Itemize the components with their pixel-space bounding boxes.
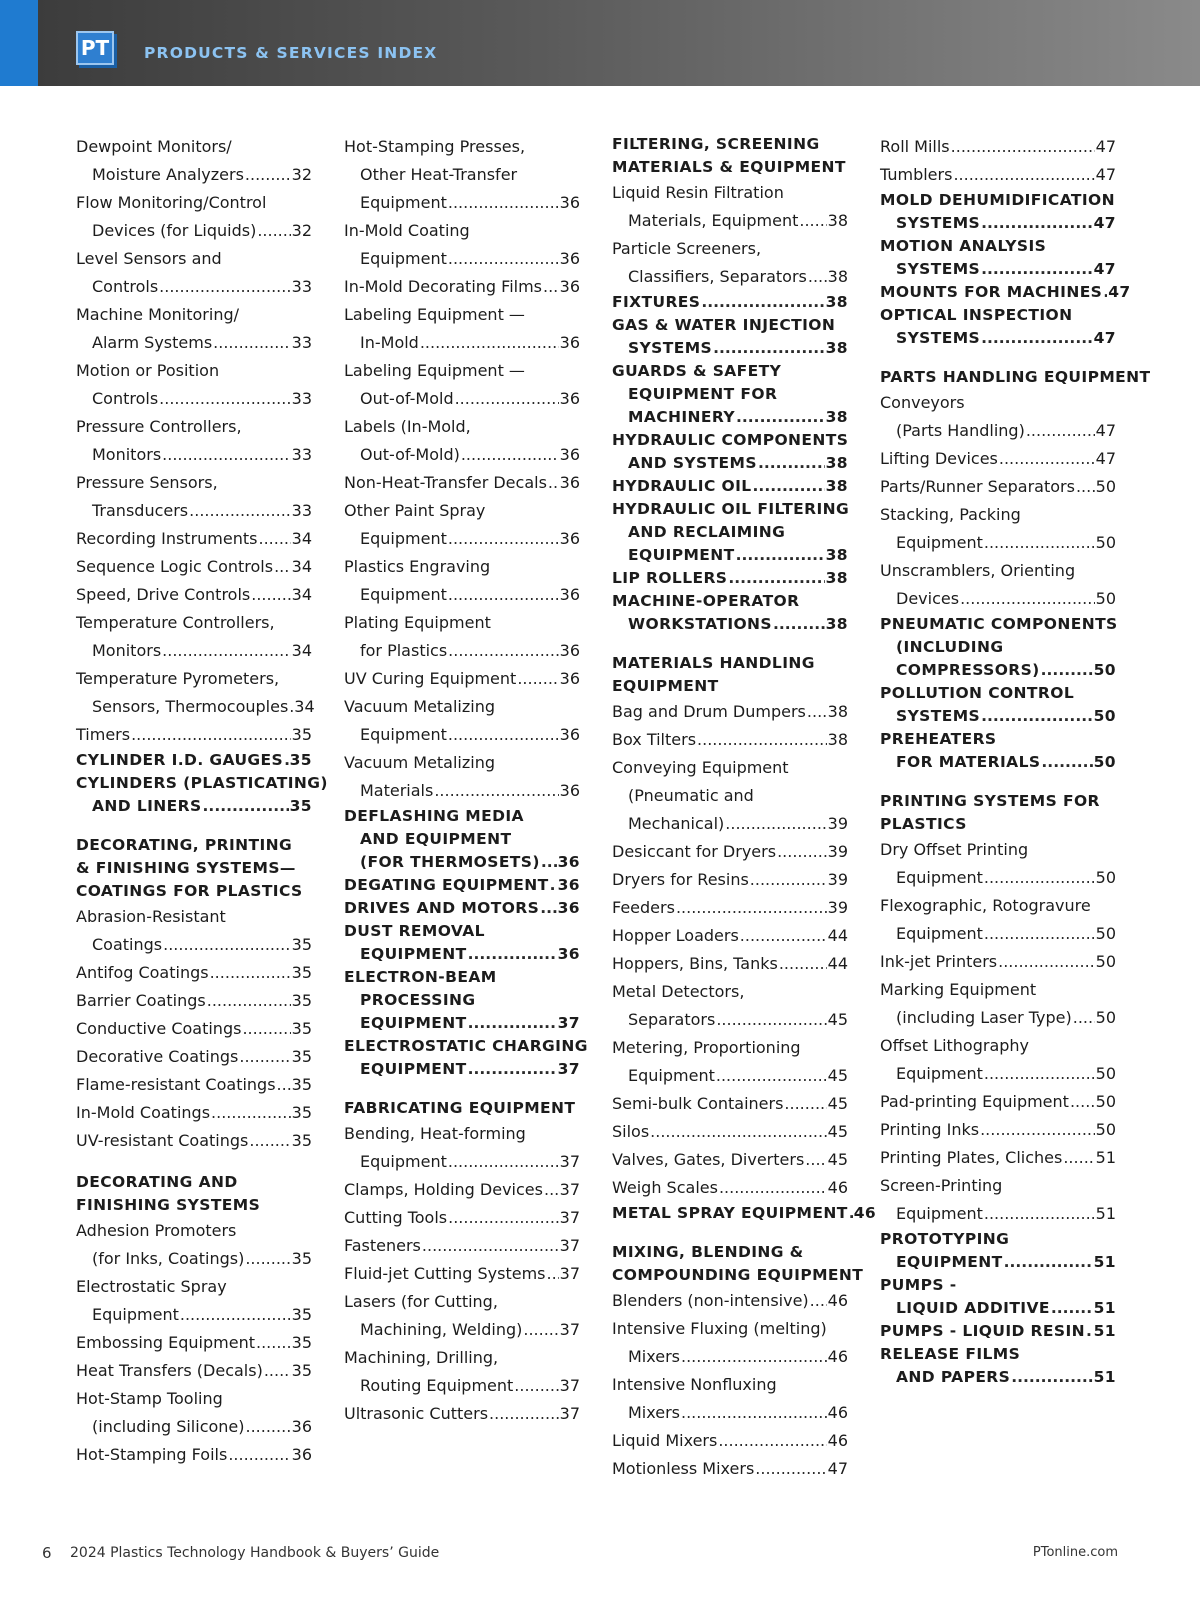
index-entry: Liquid Resin Filtration <box>612 183 784 202</box>
category-heading: DECORATING, PRINTING <box>76 836 293 854</box>
index-entry: Metering, Proportioning <box>612 1038 801 1057</box>
index-entry: Equipment ..... 36 <box>344 245 580 273</box>
index-entry: METAL SPRAY EQUIPMENT ..... 46 <box>612 1202 848 1225</box>
index-entry: SYSTEMS ..... 47 <box>880 258 1116 281</box>
index-entry: Plating Equipment <box>344 613 491 632</box>
index-entry: Monitors ..... 34 <box>76 637 312 665</box>
index-entry: AND RECLAIMING <box>628 523 786 541</box>
index-entry: Equipment ..... 50 <box>880 529 1116 557</box>
index-entry: AND EQUIPMENT <box>360 830 512 848</box>
index-entry: Embossing Equipment ..... 35 <box>76 1329 312 1357</box>
index-entry: Flame-resistant Coatings ..... 35 <box>76 1071 312 1099</box>
index-entry: Devices ..... 50 <box>880 585 1116 613</box>
index-entry: Tumblers ..... 47 <box>880 161 1116 189</box>
index-entry: HYDRAULIC COMPONENTS <box>612 431 849 449</box>
index-entry: Machine Monitoring/ <box>76 305 240 324</box>
index-entry: HYDRAULIC OIL FILTERING <box>612 500 850 518</box>
index-column-4 <box>880 133 1151 1389</box>
index-entry: Mixers ..... 46 <box>612 1399 848 1427</box>
category-heading: MATERIALS & EQUIPMENT <box>612 158 846 176</box>
index-entry: Timers ..... 35 <box>76 721 312 749</box>
index-entry: Hot-Stamping Presses, <box>344 137 526 156</box>
index-entry: ELECTRON-BEAM <box>344 968 497 986</box>
index-entry: UV Curing Equipment ..... 36 <box>344 665 580 693</box>
index-entry: Dryers for Resins ..... 39 <box>612 866 848 894</box>
index-entry: Equipment ..... 45 <box>612 1062 848 1090</box>
publication-title: 2024 Plastics Technology Handbook & Buyers’ Guide <box>70 1545 440 1561</box>
index-entry: MACHINE-OPERATOR <box>612 592 800 610</box>
index-entry: Weigh Scales ..... 46 <box>612 1174 848 1202</box>
category-heading: DECORATING AND <box>76 1173 238 1191</box>
accent-strip <box>0 0 38 86</box>
index-entry: Clamps, Holding Devices ..... 37 <box>344 1176 580 1204</box>
index-entry: Lifting Devices ..... 47 <box>880 445 1116 473</box>
index-entry: OPTICAL INSPECTION <box>880 306 1073 324</box>
index-entry: Printing Inks ..... 50 <box>880 1116 1116 1144</box>
index-entry: Printing Plates, Cliches ..... 51 <box>880 1144 1116 1172</box>
index-entry: Monitors ..... 33 <box>76 441 312 469</box>
index-entry: for Plastics ..... 36 <box>344 637 580 665</box>
index-entry: (INCLUDING <box>896 638 1004 656</box>
index-entry: Adhesion Promoters <box>76 1221 237 1240</box>
index-entry: MOLD DEHUMIDIFICATION <box>880 191 1115 209</box>
category-heading: EQUIPMENT <box>612 677 719 695</box>
index-entry: AND PAPERS ..... 51 <box>880 1366 1116 1389</box>
category-heading: PARTS HANDLING EQUIPMENT <box>880 368 1151 386</box>
index-entry: EQUIPMENT FOR <box>628 385 778 403</box>
index-entry: DEFLASHING MEDIA <box>344 807 524 825</box>
index-entry: SYSTEMS ..... 50 <box>880 705 1116 728</box>
index-entry: (FOR THERMOSETS) ..... 36 <box>344 851 580 874</box>
page-header <box>0 0 1200 86</box>
index-entry: Pressure Controllers, <box>76 417 242 436</box>
website-link[interactable]: PTonline.com <box>1032 1545 1118 1560</box>
index-entry: Liquid Mixers ..... 46 <box>612 1427 848 1455</box>
index-entry: GAS & WATER INJECTION <box>612 316 836 334</box>
index-entry: PREHEATERS <box>880 730 997 748</box>
index-entry: Equipment ..... 36 <box>344 581 580 609</box>
index-entry: Labels (In-Mold, <box>344 417 471 436</box>
category-heading: FINISHING SYSTEMS <box>76 1196 261 1214</box>
index-entry: (including Silicone) ..... 36 <box>76 1413 312 1441</box>
index-entry: SYSTEMS ..... 47 <box>880 327 1116 350</box>
index-entry: WORKSTATIONS ..... 38 <box>612 613 848 636</box>
index-column-1 <box>76 133 328 1469</box>
index-entry: Materials, Equipment ..... 38 <box>612 207 848 235</box>
index-entry: Valves, Gates, Diverters ..... 45 <box>612 1146 848 1174</box>
index-entry: Electrostatic Spray <box>76 1277 227 1296</box>
pt-logo: PT <box>76 31 114 65</box>
index-entry: Conveying Equipment <box>612 758 789 777</box>
index-entry: Speed, Drive Controls ..... 34 <box>76 581 312 609</box>
category-heading: & FINISHING SYSTEMS— <box>76 859 296 877</box>
index-entry: Decorative Coatings ..... 35 <box>76 1043 312 1071</box>
index-entry: Materials ..... 36 <box>344 777 580 805</box>
index-entry: Fasteners ..... 37 <box>344 1232 580 1260</box>
index-entry: Dewpoint Monitors/ <box>76 137 232 156</box>
index-entry: Level Sensors and <box>76 249 222 268</box>
index-entry: Devices (for Liquids) ..... 32 <box>76 217 312 245</box>
index-entry: Semi-bulk Containers ..... 45 <box>612 1090 848 1118</box>
index-entry: (for Inks, Coatings) ..... 35 <box>76 1245 312 1273</box>
index-entry: Vacuum Metalizing <box>344 697 496 716</box>
index-entry: Equipment ..... 36 <box>344 189 580 217</box>
index-entry: EQUIPMENT ..... 36 <box>344 943 580 966</box>
index-entry: RELEASE FILMS <box>880 1345 1021 1363</box>
index-entry: AND LINERS ..... 35 <box>76 795 312 818</box>
index-entry: Bending, Heat-forming <box>344 1124 526 1143</box>
index-entry: COMPRESSORS) ..... 50 <box>880 659 1116 682</box>
index-entry: Feeders ..... 39 <box>612 894 848 922</box>
index-entry: Hopper Loaders ..... 44 <box>612 922 848 950</box>
index-entry: Cutting Tools ..... 37 <box>344 1204 580 1232</box>
category-heading: COMPOUNDING EQUIPMENT <box>612 1266 864 1284</box>
index-entry: LIP ROLLERS ..... 38 <box>612 567 848 590</box>
section-title: PRODUCTS & SERVICES INDEX <box>144 44 438 62</box>
index-entry: Box Tilters ..... 38 <box>612 726 848 754</box>
index-entry: Intensive Nonfluxing <box>612 1375 777 1394</box>
index-entry: Out-of-Mold ..... 36 <box>344 385 580 413</box>
index-entry: EQUIPMENT ..... 37 <box>344 1058 580 1081</box>
index-entry: POLLUTION CONTROL <box>880 684 1075 702</box>
index-entry: Flexographic, Rotogravure <box>880 896 1091 915</box>
index-entry: Equipment ..... 50 <box>880 920 1116 948</box>
index-entry: Labeling Equipment — <box>344 305 525 324</box>
index-entry: Routing Equipment ..... 37 <box>344 1372 580 1400</box>
index-entry: Screen-Printing <box>880 1176 1003 1195</box>
index-entry: Temperature Pyrometers, <box>76 669 280 688</box>
index-entry: Temperature Controllers, <box>76 613 275 632</box>
index-entry: Bag and Drum Dumpers ..... 38 <box>612 698 848 726</box>
index-entry: Hot-Stamp Tooling <box>76 1389 223 1408</box>
index-entry: Conductive Coatings ..... 35 <box>76 1015 312 1043</box>
index-entry: Equipment ..... 35 <box>76 1301 312 1329</box>
index-entry: CYLINDERS (PLASTICATING) <box>76 774 328 792</box>
index-entry: AND SYSTEMS ..... 38 <box>612 452 848 475</box>
index-entry: Other Heat-Transfer <box>360 165 518 184</box>
index-entry: Classifiers, Separators ..... 38 <box>612 263 848 291</box>
index-entry: Heat Transfers (Decals) ..... 35 <box>76 1357 312 1385</box>
index-entry: Motion or Position <box>76 361 220 380</box>
index-entry: Lasers (for Cutting, <box>344 1292 498 1311</box>
index-entry: Other Paint Spray <box>344 501 486 520</box>
index-entry: UV-resistant Coatings ..... 35 <box>76 1127 312 1155</box>
index-entry: Silos ..... 45 <box>612 1118 848 1146</box>
index-entry: LIQUID ADDITIVE ..... 51 <box>880 1297 1116 1320</box>
index-entry: Machining, Drilling, <box>344 1348 499 1367</box>
index-entry: Non-Heat-Transfer Decals ..... 36 <box>344 469 580 497</box>
index-entry: MOTION ANALYSIS <box>880 237 1047 255</box>
index-entry: Sensors, Thermocouples ..... 34 <box>76 693 312 721</box>
index-entry: In-Mold ..... 36 <box>344 329 580 357</box>
index-entry: Parts/Runner Separators ..... 50 <box>880 473 1116 501</box>
index-entry: Stacking, Packing <box>880 505 1021 524</box>
index-entry: DRIVES AND MOTORS ..... 36 <box>344 897 580 920</box>
index-entry: In-Mold Coating <box>344 221 470 240</box>
index-entry: Controls ..... 33 <box>76 385 312 413</box>
index-entry: Pressure Sensors, <box>76 473 218 492</box>
index-entry: Barrier Coatings ..... 35 <box>76 987 312 1015</box>
index-entry: Vacuum Metalizing <box>344 753 496 772</box>
index-entry: HYDRAULIC OIL ..... 38 <box>612 475 848 498</box>
index-entry: Marking Equipment <box>880 980 1037 999</box>
index-entry: Offset Lithography <box>880 1036 1030 1055</box>
index-entry: Conveyors <box>880 393 965 412</box>
index-entry: MOUNTS FOR MACHINES ..... 47 <box>880 281 1116 304</box>
category-heading: FABRICATING EQUIPMENT <box>344 1099 576 1117</box>
index-entry: Intensive Fluxing (melting) <box>612 1319 827 1338</box>
index-entry: Plastics Engraving <box>344 557 491 576</box>
index-entry: Recording Instruments ..... 34 <box>76 525 312 553</box>
index-entry: PUMPS - LIQUID RESIN ..... 51 <box>880 1320 1116 1343</box>
index-entry: Mixers ..... 46 <box>612 1343 848 1371</box>
index-entry: Equipment ..... 50 <box>880 864 1116 892</box>
category-heading: PLASTICS <box>880 815 967 833</box>
index-entry: Desiccant for Dryers ..... 39 <box>612 838 848 866</box>
index-entry: PUMPS - <box>880 1276 957 1294</box>
index-entry: Particle Screeners, <box>612 239 762 258</box>
index-entry: Roll Mills ..... 47 <box>880 133 1116 161</box>
index-entry: In-Mold Coatings ..... 35 <box>76 1099 312 1127</box>
index-entry: Metal Detectors, <box>612 982 745 1001</box>
index-entry: SYSTEMS ..... 47 <box>880 212 1116 235</box>
index-entry: Transducers ..... 33 <box>76 497 312 525</box>
index-entry: Coatings ..... 35 <box>76 931 312 959</box>
index-entry: Machining, Welding) ..... 37 <box>344 1316 580 1344</box>
index-entry: Blenders (non-intensive) ..... 46 <box>612 1287 848 1315</box>
index-entry: EQUIPMENT ..... 37 <box>344 1012 580 1035</box>
index-entry: SYSTEMS ..... 38 <box>612 337 848 360</box>
index-entry: Separators ..... 45 <box>612 1006 848 1034</box>
category-heading: PRINTING SYSTEMS FOR <box>880 792 1100 810</box>
index-entry: Dry Offset Printing <box>880 840 1029 859</box>
category-heading: FILTERING, SCREENING <box>612 135 820 153</box>
index-entry: Unscramblers, Orienting <box>880 561 1076 580</box>
index-entry: Hot-Stamping Foils ..... 36 <box>76 1441 312 1469</box>
index-entry: (including Laser Type) ..... 50 <box>880 1004 1116 1032</box>
index-entry: In-Mold Decorating Films ..... 36 <box>344 273 580 301</box>
index-entry: PROTOTYPING <box>880 1230 1010 1248</box>
index-entry: (Parts Handling) ..... 47 <box>880 417 1116 445</box>
index-entry: EQUIPMENT ..... 51 <box>880 1251 1116 1274</box>
index-entry: CYLINDER I.D. GAUGES ..... 35 <box>76 749 312 772</box>
index-entry: FIXTURES ..... 38 <box>612 291 848 314</box>
index-entry: Equipment ..... 36 <box>344 525 580 553</box>
index-entry: ELECTROSTATIC CHARGING <box>344 1037 588 1055</box>
index-entry: Mechanical) ..... 39 <box>612 810 848 838</box>
index-entry: GUARDS & SAFETY <box>612 362 782 380</box>
page-number: 6 <box>42 1544 52 1562</box>
index-entry: Pad-printing Equipment ..... 50 <box>880 1088 1116 1116</box>
index-entry: Equipment ..... 51 <box>880 1200 1116 1228</box>
index-entry: Equipment ..... 36 <box>344 721 580 749</box>
index-column-3 <box>612 133 877 1483</box>
index-entry: Motionless Mixers ..... 47 <box>612 1455 848 1483</box>
index-entry: (Pneumatic and <box>628 786 754 805</box>
index-entry: DEGATING EQUIPMENT ..... 36 <box>344 874 580 897</box>
index-entry: Ultrasonic Cutters ..... 37 <box>344 1400 580 1428</box>
category-heading: COATINGS FOR PLASTICS <box>76 882 303 900</box>
index-entry: Labeling Equipment — <box>344 361 525 380</box>
index-column-2 <box>344 133 588 1428</box>
index-entry: Sequence Logic Controls ..... 34 <box>76 553 312 581</box>
index-entry: Moisture Analyzers ..... 32 <box>76 161 312 189</box>
index-entry: Antifog Coatings ..... 35 <box>76 959 312 987</box>
category-heading: MATERIALS HANDLING <box>612 654 815 672</box>
index-entry: Equipment ..... 50 <box>880 1060 1116 1088</box>
index-entry: Hoppers, Bins, Tanks ..... 44 <box>612 950 848 978</box>
category-heading: MIXING, BLENDING & <box>612 1243 804 1261</box>
index-entry: Out-of-Mold) ..... 36 <box>344 441 580 469</box>
index-entry: Fluid-jet Cutting Systems ..... 37 <box>344 1260 580 1288</box>
index-entry: Abrasion-Resistant <box>76 907 226 926</box>
index-entry: PROCESSING <box>360 991 476 1009</box>
index-entry: Equipment ..... 37 <box>344 1148 580 1176</box>
index-entry: Ink-jet Printers ..... 50 <box>880 948 1116 976</box>
index-entry: DUST REMOVAL <box>344 922 485 940</box>
index-entry: PNEUMATIC COMPONENTS <box>880 615 1118 633</box>
index-entry: Controls ..... 33 <box>76 273 312 301</box>
index-entry: MACHINERY ..... 38 <box>612 406 848 429</box>
index-entry: Alarm Systems ..... 33 <box>76 329 312 357</box>
index-entry: Flow Monitoring/Control <box>76 193 267 212</box>
index-entry: EQUIPMENT ..... 38 <box>612 544 848 567</box>
index-entry: FOR MATERIALS ..... 50 <box>880 751 1116 774</box>
